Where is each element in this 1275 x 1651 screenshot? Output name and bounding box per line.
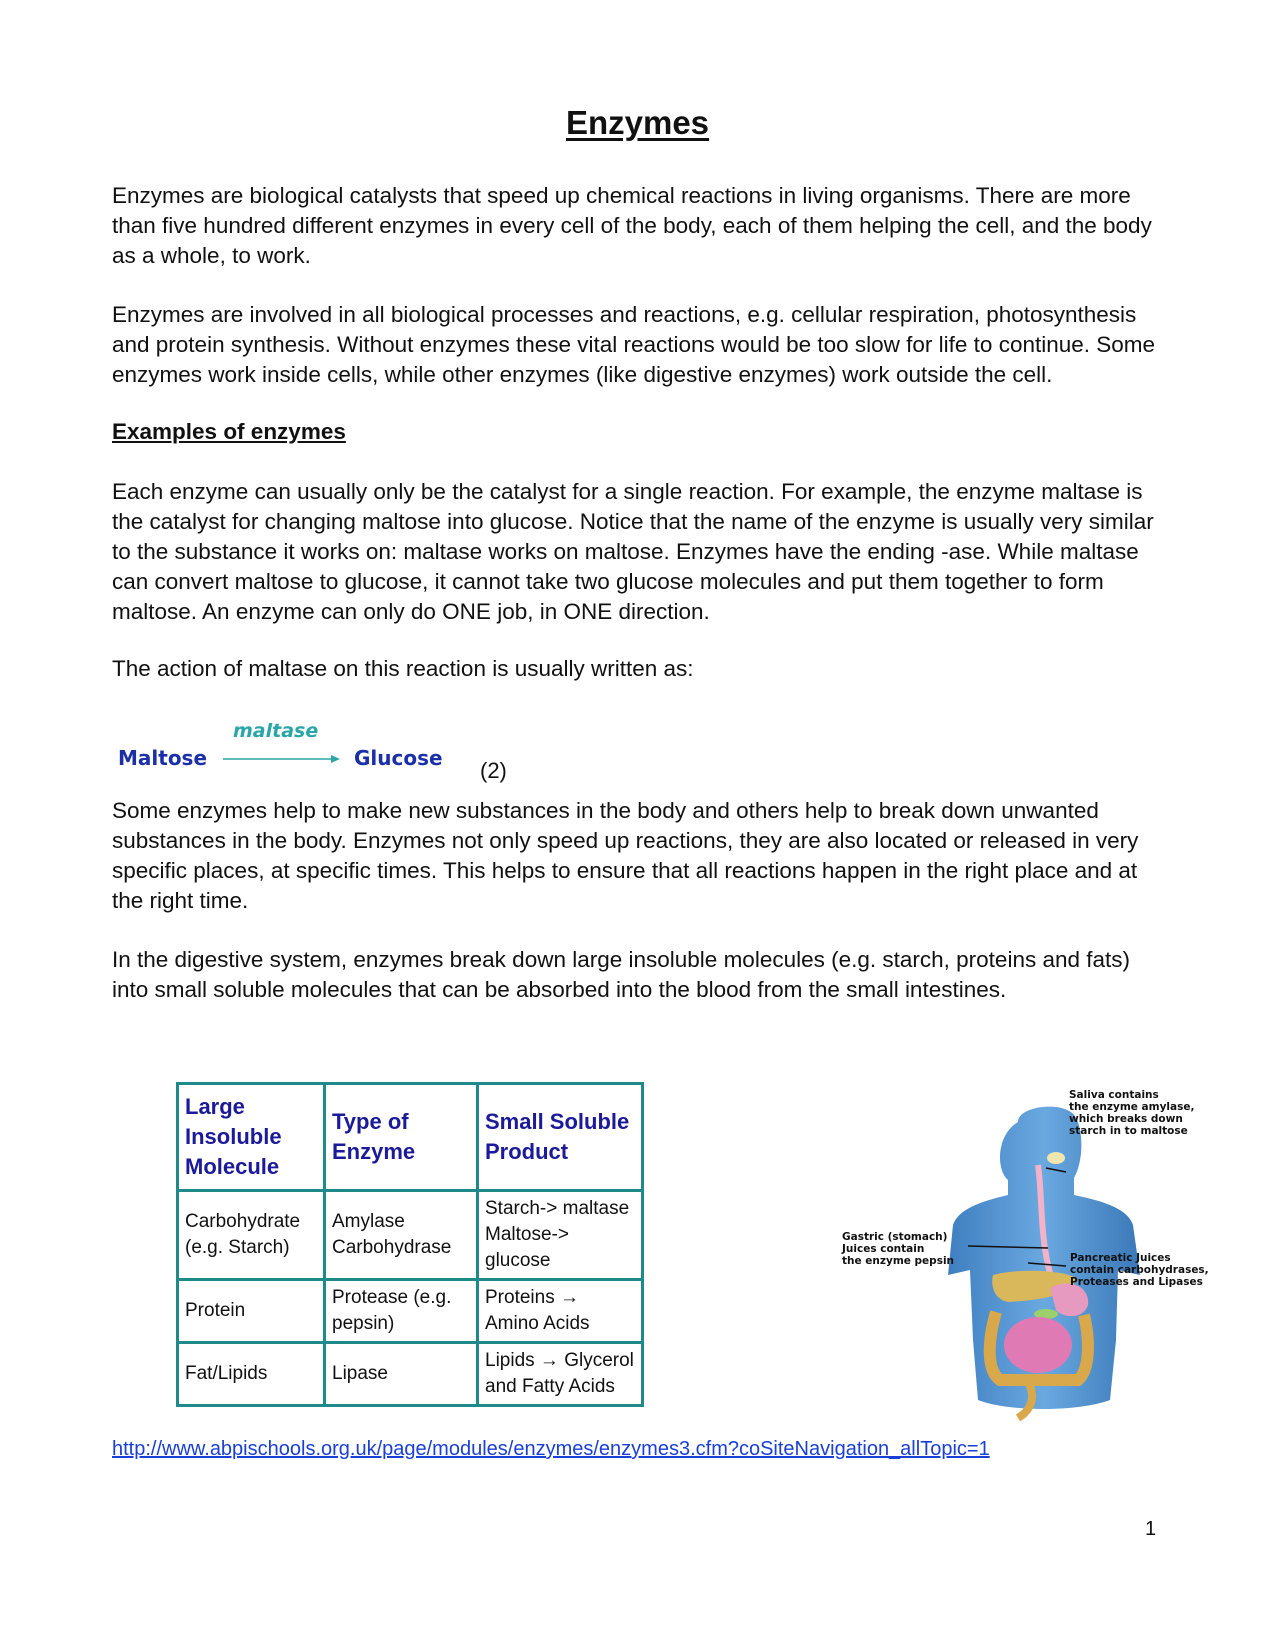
table-cell: Proteins → Amino Acids — [478, 1280, 643, 1343]
equation-enzyme: maltase — [233, 720, 319, 742]
page-title: Enzymes — [565, 104, 710, 141]
substances-paragraph: Some enzymes help to make new substances in the body and others help to break down unwanted substances in the body. Enzymes not only speed up reactions, they are also located or released in very specific places, at specific times. This helps to ensure that all reactions happen in the right place and at the right time. — [112, 798, 1139, 913]
digestive-system-diagram — [842, 1089, 1258, 1425]
equation-reactant: Maltose — [118, 746, 208, 770]
saliva-label: Saliva contains the enzyme amylase, which breaks down starch in to maltose — [1069, 1089, 1195, 1137]
intro-paragraph: Enzymes are biological catalysts that speed up chemical reactions in living organisms. There are more than five hundred different enzymes in every cell of the body, each of them helping the cell, and the body as a whole, to work. — [112, 183, 1152, 268]
page-number: 1 — [1145, 1518, 1157, 1540]
equation-arrowhead — [331, 755, 340, 763]
enzymes-table — [176, 1082, 644, 1407]
table-row — [178, 1343, 643, 1406]
table-cell: Lipids → Glycerol and Fatty Acids — [478, 1343, 643, 1406]
gastric-label: Gastric (stomach) Juices contain the enzyme pepsin — [842, 1231, 955, 1267]
table-cell: Starch-> maltase Maltose-> glucose — [478, 1191, 643, 1280]
table-cell: Protease (e.g. pepsin) — [325, 1280, 478, 1343]
examples-paragraph: Each enzyme can usually only be the catalyst for a single reaction. For example, the enzyme maltase is the catalyst for changing maltose into glucose. Notice that the name of the enzyme is usually very similar to the substance it works on: maltase works on maltose. Enzymes have the ending -ase. While maltase can convert maltose to glucose, it cannot take two glucose molecules and put them together to form maltose. An enzyme can only do ONE job, in ONE direction. — [112, 479, 1154, 624]
table-cell: Carbohydrate (e.g. Starch) — [178, 1191, 325, 1280]
table-cell: Lipase — [325, 1343, 478, 1406]
table-header-cell: Type of Enzyme — [325, 1084, 478, 1191]
digestive-paragraph: In the digestive system, enzymes break down large insoluble molecules (e.g. starch, proteins and fats) into small soluble molecules that can be absorbed into the blood from the small intestines. — [112, 947, 1131, 1002]
table-cell: Protein — [178, 1280, 325, 1343]
pancreatic-label: Pancreatic Juices contain carbohydrases, Proteases and Lipases — [1070, 1252, 1209, 1288]
equation-product: Glucose — [354, 746, 443, 770]
equation-number: (2) — [480, 758, 507, 783]
table-row — [178, 1280, 643, 1343]
examples-heading: Examples of enzymes — [112, 419, 346, 444]
table-header-row — [178, 1084, 643, 1191]
maltase-equation — [118, 720, 538, 780]
table-row — [178, 1191, 643, 1280]
table-header-cell: Small Soluble Product — [478, 1084, 643, 1191]
table-header-cell: Large Insoluble Molecule — [178, 1084, 325, 1191]
table-cell: Fat/Lipids — [178, 1343, 325, 1406]
source-link[interactable]: http://www.abpischools.org.uk/page/modules/enzymes/enzymes3.cfm?coSiteNavigation_allTopic=1 — [112, 1438, 990, 1460]
salivary-gland-icon — [1047, 1152, 1065, 1164]
small-intestine-icon — [1004, 1317, 1072, 1373]
processes-paragraph: Enzymes are involved in all biological processes and reactions, e.g. cellular respiration, photosynthesis and protein synthesis. Without enzymes these vital reactions would be too slow for life to continue. Some enzymes work inside cells, while other enzymes (like digestive enzymes) work outside the cell. — [112, 302, 1156, 387]
action-paragraph: The action of maltase on this reaction is usually written as: — [112, 656, 694, 681]
table-cell: Amylase Carbohydrase — [325, 1191, 478, 1280]
